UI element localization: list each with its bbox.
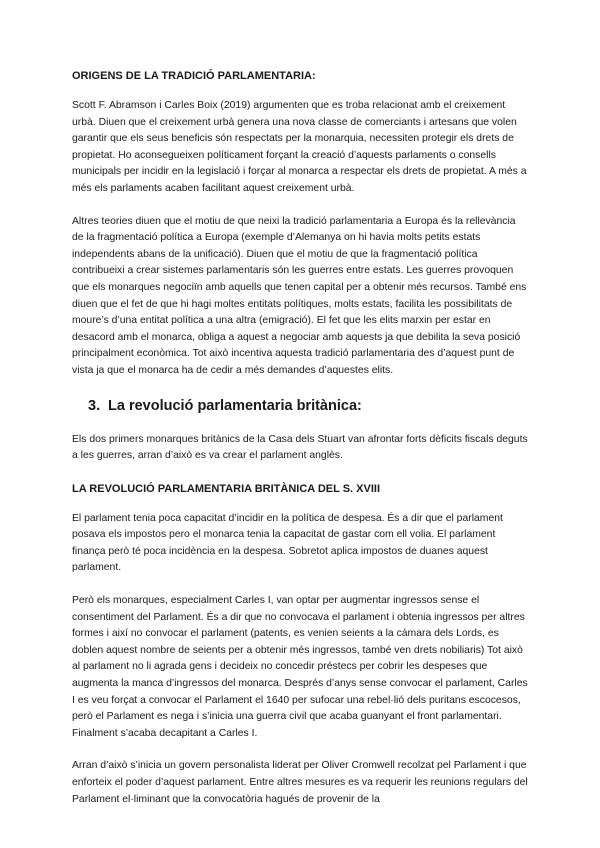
section-heading-3	[88, 396, 530, 416]
paragraph-abramson-boix: Scott F. Abramson i Carles Boix (2019) argumenten que es troba relacionat amb el creixement urbà. Diuen que el creixement urbà genera una nova classe de comerciants i artesans que volen garantir que els seus beneficis són respectats per la monarquia, necessiten protegir els drets de propietat. Ho aconsegueixen políticament forçant la creació d’aquests parlaments o consells municipals per incidir en la legislació i forçar al monarca a respectar els drets de propietat. A més a més els parlaments acaben facilitant aquest creixement urbà.	[72, 100, 527, 194]
paragraph-parlament-despesa: El parlament tenia poca capacitat d’incidir en la política de despesa. És a dir que el parlament posava els impostos pero el monarca tenia la capacitat de gastar com ell volia. El parlament finança però té poca incidència en la despesa. Sobretot aplica impostos de duanes aquest parlament.	[72, 512, 503, 574]
heading-revolucio: LA REVOLUCIÓ PARLAMENTARIA BRITÀNICA DEL S. XVIII	[72, 482, 381, 495]
paragraph-stuart: Els dos primers monarques britànics de la Casa dels Stuart van afrontar forts dèficits fiscals deguts a les guerres, arran d’això es va crear el parlament anglès.	[72, 433, 528, 462]
paragraph-cromwell: Arran d’això s’inicia un govern personalista liderat per Oliver Cromwell recolzat pel Parlament i que enforteix el poder d’aquest parlament. Entre altres mesures es va requerir les reunions regulars del Parlament el·liminant que la convocatòria hagués de provenir de la	[72, 760, 528, 805]
document-page	[72, 68, 530, 824]
paragraph-altres-teories: Altres teories diuen que el motiu de que neixi la tradició parlamentaria a Europa és la rellevància de la fragmentació política a Europa (exemple d’Alemanya on hi havia molts petits estats independents abans de la unificació). Diuen que el motiu de que la fragmentació política contribueixi a crear sistemes parlamentaris són les guerres entre estats. Les guerres provoquen que els monarques negociïn amb aquells que tenen capital per a obtenir més recursos. També ens diuen que el fet de que hi hagi moltes entitats polítiques, molts estats, facilita les possibilitats de moure’s d’una entitat política a una altra (emigració). El fet que les elits marxin per estar en desacord amb el monarca, obliga a aquest a negociar amb aquests ja que debilita la seva posició principalment econòmica. Tot això incentiva aquesta tradició parlamentaria des d’aquest punt de vista ja que el monarca ha de cedir a més demandes d’aquestes elits.	[72, 215, 527, 376]
section-title-text: La revolució parlamentaria britànica:	[108, 397, 362, 414]
section-number: 3.	[88, 397, 101, 414]
heading-origens: ORIGENS DE LA TRADICIÓ PARLAMENTARIA:	[72, 70, 316, 82]
paragraph-carles-i: Però els monarques, especialment Carles I, van optar per augmentar ingressos sense el consentiment del Parlament. És a dir que no convocava el parlament i obtenia ingressos per altres formes i així no convocar el parlament (patents, es venien seients a la cámara dels Lords, es doblen aquest nombre de seients per a obtenir més ingressos, també ven drets nobiliaris) Tot això al parlament no li agrada gens i decideix no concedir préstecs per cobrir les despeses que augmenta la manca d’ingressos del monarca. Després d’anys sense convocar el parlament, Carles I es veu forçat a convocar el Parlament el 1640 per sufocar una rebel·lió dels puritans escocesos, però el Parlament es nega i s’inicia una guerra civil que acaba guanyant el front parlamentari. Finalment s’acaba decapitant a Carles I.	[72, 595, 528, 739]
